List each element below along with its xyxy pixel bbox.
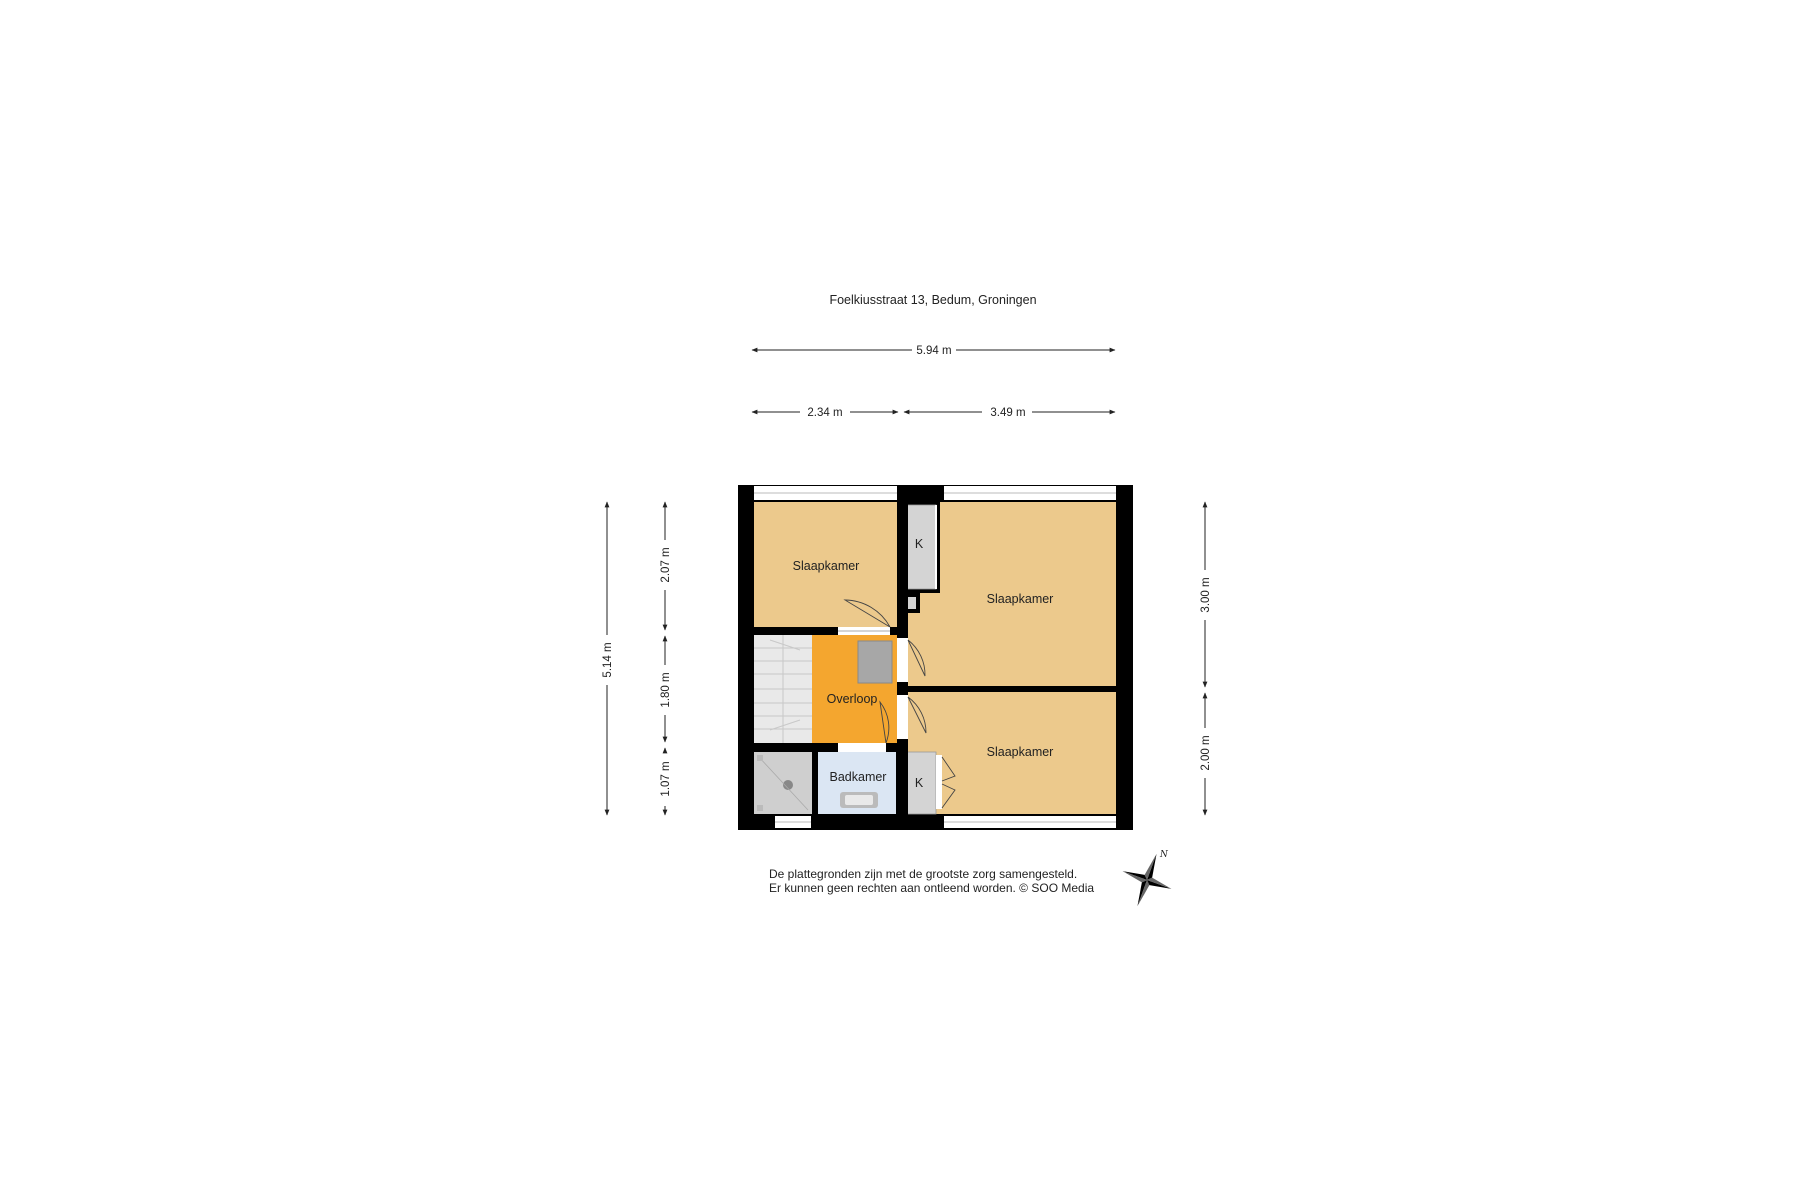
- room-label: Badkamer: [829, 770, 887, 784]
- disclaimer-line-2: Er kunnen geen rechten aan ontleend worden. © SOO Media: [769, 881, 1095, 895]
- dimension-label: 2.34 m: [807, 407, 843, 419]
- window-bottom-right: [944, 816, 1116, 828]
- dimension-label: 1.07 m: [660, 761, 672, 797]
- dimension-left-total: [602, 502, 614, 815]
- compass-north-label: N: [1160, 850, 1168, 860]
- dimension-left-bottom: [660, 748, 672, 815]
- dimension-label: 5.94 m: [916, 345, 952, 357]
- room-label: Slaapkamer: [792, 559, 860, 573]
- room-label: Overloop: [826, 692, 878, 706]
- dimension-right-top: [1200, 502, 1212, 687]
- room-label: Slaapkamer: [986, 592, 1054, 606]
- dimension-label: 5.14 m: [602, 642, 614, 678]
- address-title: Foelkiusstraat 13, Bedum, Groningen: [829, 293, 1037, 307]
- dimension-top-total: [752, 345, 1115, 357]
- dimension-left-top: [660, 502, 672, 630]
- landing-cabinet: [858, 641, 892, 683]
- dimension-top-right: [904, 407, 1115, 419]
- compass-icon: [1113, 845, 1181, 915]
- dimension-top-left: [752, 407, 898, 419]
- dimension-label: 2.07 m: [660, 547, 672, 583]
- room-label: K: [914, 776, 924, 790]
- room-label: K: [914, 537, 924, 551]
- disclaimer-line-1: De plattegronden zijn met de grootste zorg samengesteld.: [769, 867, 1078, 881]
- dimension-right-bottom: [1200, 693, 1212, 815]
- window-top-right: [944, 486, 1116, 500]
- window-bottom-left: [775, 816, 811, 828]
- dimension-label: 3.00 m: [1200, 577, 1212, 613]
- dimension-label: 3.49 m: [990, 407, 1026, 419]
- window-top-left: [754, 486, 897, 500]
- dimension-left-mid: [660, 636, 672, 742]
- room-label: Slaapkamer: [986, 745, 1054, 759]
- dimension-label: 1.80 m: [660, 672, 672, 708]
- dimension-label: 2.00 m: [1200, 735, 1212, 771]
